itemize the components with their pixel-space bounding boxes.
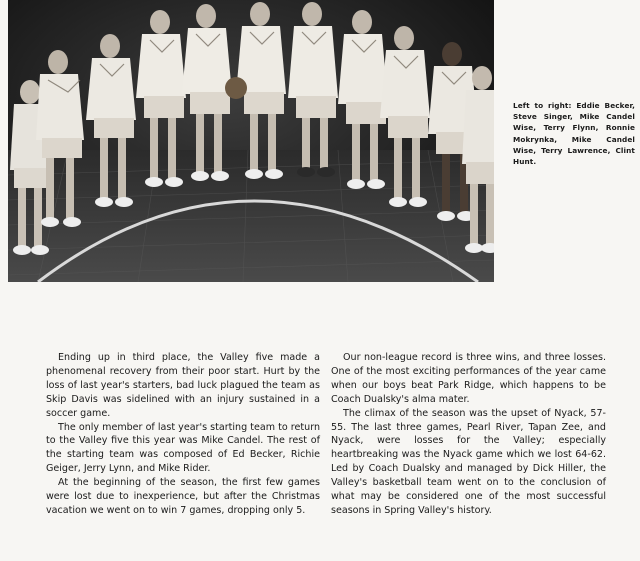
- article-column-right: [331, 351, 606, 518]
- photo-caption: Left to right: Eddie Becker, Steve Singer, Mike Candel Wise, Terry Flynn, Ronnie Mokrynka, Mike Candel Wise, Terry Lawrence, Clint Hunt.: [513, 101, 635, 167]
- article-column-left: [46, 351, 320, 518]
- paragraph: Our non-league record is three wins, and three losses. One of the most exciting performances of the year came when our boys beat Park Ridge, which happens to be Coach Dualsky's alma mater.: [331, 352, 606, 405]
- paragraph: At the beginning of the season, the first few games were lost due to inexperience, but after the Christmas vacation we went on to win 7 games, dropping only 5.: [46, 477, 320, 516]
- team-photo: [8, 0, 494, 282]
- paragraph: The climax of the season was the upset of Nyack, 57-55. The last three games, Pearl River, Tapan Zee, and Nyack, were losses for the Valley; especially heartbreaking was the Nyack game which we lost 64-62. Led by Coach Dualsky and managed by Dick Hiller, the Valley's basketball team went on to the conclusion of what may be considered one of the most successful seasons in Spring Valley's history.: [331, 407, 606, 516]
- paragraph: The only member of last year's starting team to return to the Valley five this year was Mike Candel. The rest of the starting team was composed of Ed Becker, Richie Geiger, Jerry Lynn, and Mike Rider.: [46, 421, 320, 475]
- paragraph: Ending up in third place, the Valley five made a phenomenal recovery from their poor start. Hurt by the loss of last year's starters, bad luck plagued the team as Skip Davis was sidelined with an injury sustained in a soccer game.: [46, 352, 320, 419]
